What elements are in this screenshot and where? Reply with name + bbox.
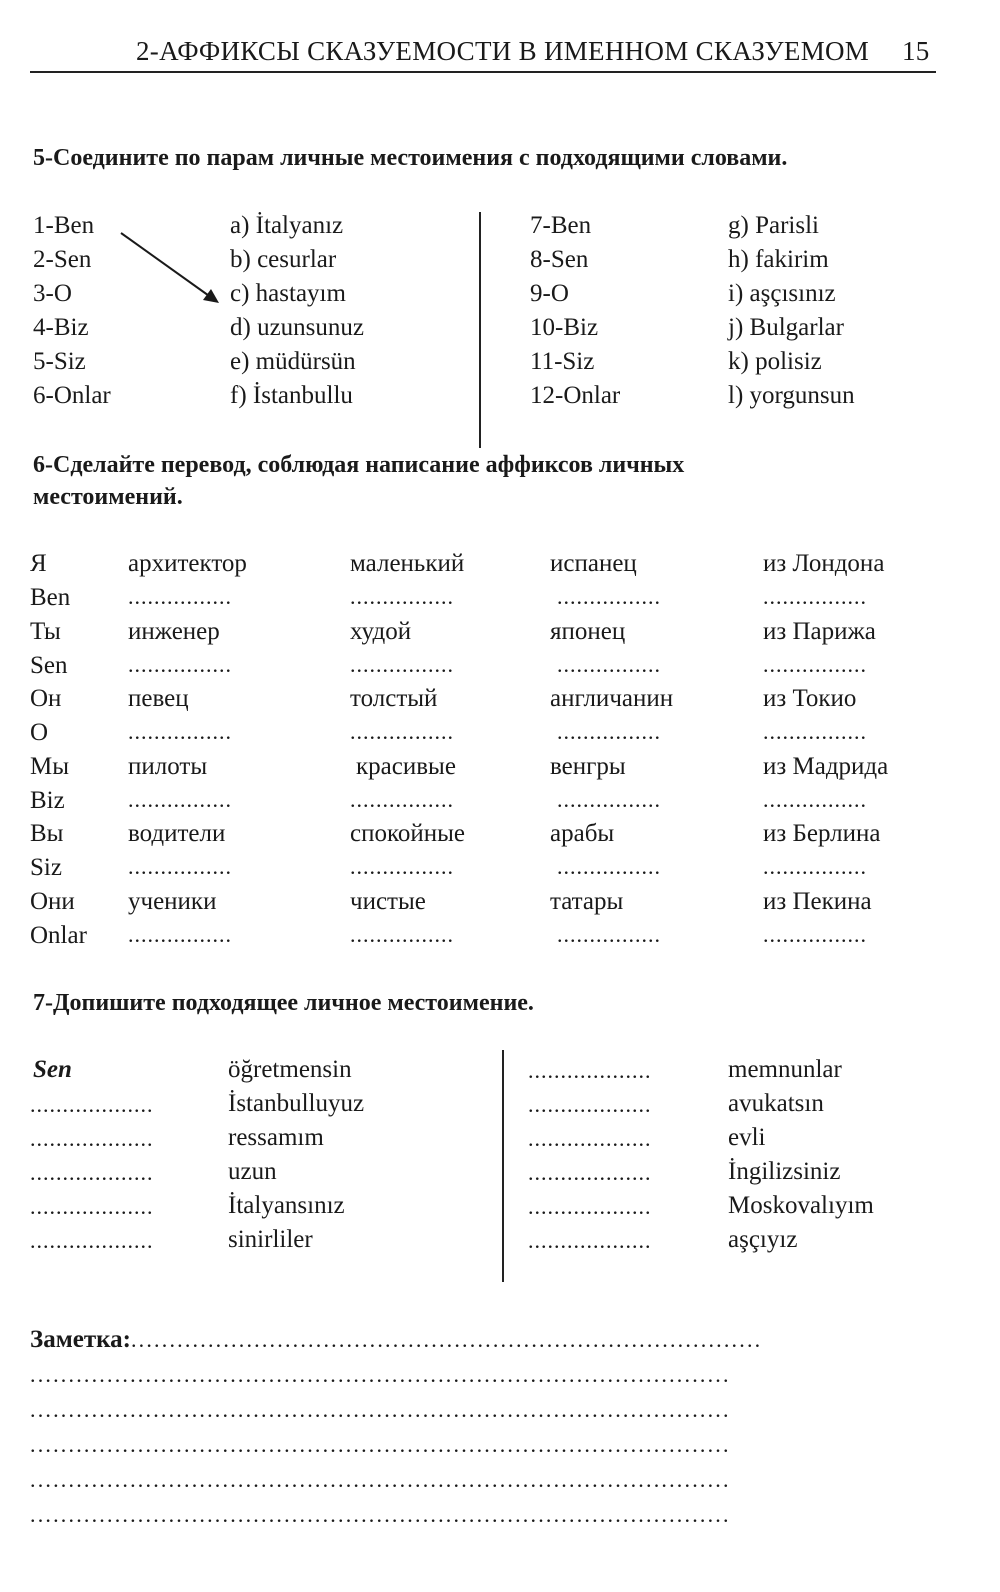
ex7-word: İstanbulluyuz (228, 1090, 365, 1117)
header-rule (30, 71, 936, 73)
translation-blank[interactable]: ................ (763, 719, 867, 744)
ex5-word: j) Bulgarlar (728, 314, 844, 341)
ex5-word: d) uzunsunuz (230, 314, 364, 341)
ex6-word: архитектор (128, 550, 247, 577)
answer-blank[interactable]: ................... (30, 1126, 154, 1151)
ex6-russian-pronoun: Ты (30, 617, 61, 645)
ex5-word: g) Parisli (728, 212, 819, 239)
note-line[interactable]: ........................................................................................... (30, 1502, 731, 1527)
translation-blank[interactable]: ................ (350, 651, 454, 677)
ex5-word: c) hastayım (230, 280, 346, 307)
ex6-word: татары (550, 887, 624, 915)
ex5-pronoun: 9-O (530, 280, 569, 307)
translation-blank[interactable]: ................ (128, 854, 232, 879)
answer-blank[interactable]: ................... (30, 1228, 154, 1253)
ex6-russian-pronoun: Он (30, 685, 62, 712)
ex6-word: из Парижа (763, 617, 876, 645)
answer-blank[interactable]: ................... (528, 1058, 652, 1083)
ex7-title: 7-Допишите подходящее личное местоимение. (33, 990, 534, 1016)
translation-blank[interactable]: ................ (763, 786, 867, 812)
ex7-column-divider (502, 1050, 504, 1282)
page-number: 15 (902, 36, 930, 66)
translation-blank[interactable]: ................ (557, 651, 661, 677)
ex5-pronoun: 3-O (33, 280, 72, 307)
translation-blank[interactable]: ................ (557, 921, 661, 947)
answer-blank[interactable]: ................... (528, 1160, 652, 1185)
ex6-turkish-pronoun: Biz (30, 786, 65, 814)
ex6-title-continued: местоимений. (33, 484, 183, 510)
ex6-turkish-pronoun: Siz (30, 854, 62, 881)
note-line[interactable]: ........................................................................................... (30, 1362, 731, 1387)
ex7-example-answer: Sen (33, 1056, 72, 1083)
ex7-word: Moskovalıyım (728, 1192, 874, 1219)
ex6-word: японец (550, 617, 626, 645)
ex5-word: b) cesurlar (230, 246, 337, 273)
answer-blank[interactable]: ................... (528, 1194, 652, 1219)
ex6-word: пилоты (128, 752, 208, 780)
answer-blank[interactable]: ................... (528, 1228, 652, 1253)
ex5-word: l) yorgunsun (728, 382, 855, 409)
ex7-word: uzun (228, 1158, 277, 1185)
ex7-word: İtalyansınız (228, 1192, 345, 1219)
ex5-title: 5-Соедините по парам личные местоимения с подходящими словами. (33, 145, 788, 171)
note-line[interactable]: ........................................................................................... (30, 1432, 731, 1457)
ex6-word: инженер (128, 617, 220, 645)
ex5-pronoun: 2-Sen (33, 246, 92, 273)
ex7-word: evli (728, 1124, 766, 1151)
ex6-word: из Токио (763, 685, 857, 712)
ex6-title: 6-Сделайте перевод, соблюдая написание аффиксов личных (33, 452, 685, 478)
ex5-pronoun: 1-Ben (33, 212, 95, 239)
ex7-word: ressamım (228, 1124, 324, 1151)
translation-blank[interactable]: ................ (763, 854, 867, 879)
ex6-turkish-pronoun: Sen (30, 651, 68, 679)
ex5-pronoun: 10-Biz (530, 314, 599, 341)
answer-blank[interactable]: ................... (528, 1126, 652, 1151)
example-arrow-icon (115, 228, 225, 308)
ex6-russian-pronoun: Мы (30, 752, 70, 780)
ex5-word: e) müdürsün (230, 348, 356, 375)
translation-blank[interactable]: ................ (128, 584, 232, 609)
ex5-pronoun: 5-Siz (33, 348, 86, 375)
answer-blank[interactable]: ................... (30, 1160, 154, 1185)
ex6-word: чистые (350, 887, 426, 915)
ex7-word: aşçıyız (728, 1226, 798, 1253)
ex5-word: a) İtalyanız (230, 212, 344, 239)
translation-blank[interactable]: ................ (128, 651, 232, 677)
translation-blank[interactable]: ................ (557, 786, 661, 812)
ex6-russian-pronoun: Они (30, 887, 75, 915)
ex6-word: толстый (350, 685, 438, 712)
ex6-word: из Лондона (763, 550, 885, 577)
ex6-russian-pronoun: Вы (30, 820, 64, 847)
ex5-column-divider (479, 212, 481, 448)
running-header: 2-АФФИКСЫ СКАЗУЕМОСТИ В ИМЕННОМ СКАЗУЕМОМ (136, 36, 870, 66)
ex6-word: англичанин (550, 685, 674, 712)
ex6-word: певец (128, 685, 189, 712)
ex6-word: красивые (356, 752, 456, 780)
ex6-word: маленький (350, 550, 465, 577)
answer-blank[interactable]: ................... (30, 1194, 154, 1219)
translation-blank[interactable]: ................ (128, 719, 232, 744)
ex5-pronoun: 4-Biz (33, 314, 89, 341)
translation-blank[interactable]: ................ (128, 786, 232, 812)
ex5-word: f) İstanbullu (230, 382, 353, 409)
ex5-pronoun: 7-Ben (530, 212, 592, 239)
ex7-word: memnunlar (728, 1056, 842, 1083)
ex6-word: из Пекина (763, 887, 872, 915)
ex6-word: испанец (550, 550, 637, 577)
ex7-word: avukatsın (728, 1090, 824, 1117)
ex5-pronoun: 12-Onlar (530, 382, 621, 409)
ex6-word: спокойные (350, 820, 466, 847)
note-line[interactable]: .................................................................................. (130, 1327, 763, 1352)
ex5-word: h) fakirim (728, 246, 829, 273)
ex7-word: İngilizsiniz (728, 1158, 841, 1185)
ex6-turkish-pronoun: O (30, 719, 49, 746)
ex5-word: k) polisiz (728, 348, 822, 375)
ex7-word: sinirliler (228, 1226, 313, 1253)
ex6-word: из Берлина (763, 820, 881, 847)
ex5-pronoun: 8-Sen (530, 246, 589, 273)
translation-blank[interactable]: ................ (763, 921, 867, 947)
translation-blank[interactable]: ................ (350, 854, 454, 879)
ex6-word: венгры (550, 752, 626, 780)
translation-blank[interactable]: ................ (350, 719, 454, 744)
ex5-word: i) aşçısınız (728, 280, 836, 307)
answer-blank[interactable]: ................... (528, 1092, 652, 1117)
ex6-word: ученики (128, 887, 217, 915)
ex7-word: öğretmensin (228, 1056, 352, 1083)
translation-blank[interactable]: ................ (557, 854, 661, 879)
answer-blank[interactable]: ................... (30, 1092, 154, 1117)
translation-blank[interactable]: ................ (763, 584, 867, 609)
ex6-russian-pronoun: Я (30, 550, 47, 577)
note-line[interactable]: ........................................................................................... (30, 1397, 731, 1422)
note-line[interactable]: ........................................................................................... (30, 1467, 731, 1492)
translation-blank[interactable]: ................ (557, 719, 661, 744)
ex5-pronoun: 11-Siz (530, 348, 595, 375)
ex6-word: водители (128, 820, 226, 847)
translation-blank[interactable]: ................ (557, 584, 661, 609)
translation-blank[interactable]: ................ (350, 921, 454, 947)
ex6-turkish-pronoun: Onlar (30, 921, 87, 949)
translation-blank[interactable]: ................ (128, 921, 232, 947)
ex6-word: худой (350, 617, 412, 645)
note-label: Заметка:.................................................................................. (30, 1326, 763, 1353)
translation-blank[interactable]: ................ (763, 651, 867, 677)
translation-blank[interactable]: ................ (350, 786, 454, 812)
ex6-turkish-pronoun: Ben (30, 584, 71, 611)
ex5-pronoun: 6-Onlar (33, 382, 111, 409)
ex6-word: из Мадрида (763, 752, 889, 780)
translation-blank[interactable]: ................ (350, 584, 454, 609)
ex6-word: арабы (550, 820, 615, 847)
